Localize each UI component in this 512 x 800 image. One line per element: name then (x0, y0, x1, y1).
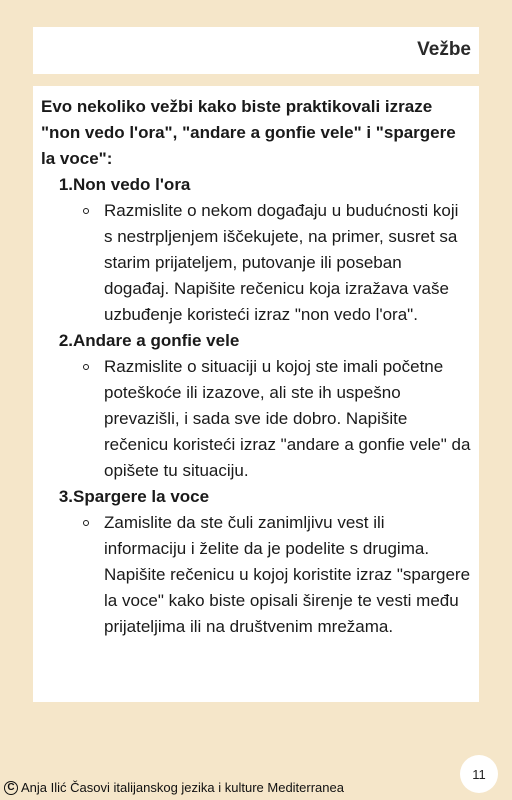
exercise-description (41, 354, 471, 484)
hollow-bullet-icon (83, 208, 89, 214)
exercise-text: Razmislite o situaciji u kojoj ste imali početne poteškoće ili izazove, ali ste ih uspešno prevazišli, i sada sve ide dobro. Napišite rečenicu koristeći izraz "andare a gonfie vele" da opišete tu situaciju. (104, 357, 471, 480)
exercise-number: 3. (58, 487, 73, 506)
hollow-bullet-icon (83, 520, 89, 526)
exercise-text: Zamislite da ste čuli zanimljivu vest ili informaciju i želite da je podelite s drugima. Napišite rečenicu u kojoj koristite izraz "spargere la voce" kako biste opisali širenje te vesti među prijateljima ili na društvenim mrežama. (104, 513, 471, 636)
exercise-text: Razmislite o nekom događaju u budućnosti koji s nestrpljenjem iščekujete, na primer, susret sa starim prijateljem, putovanje ili poseban događaj. Napišite rečenicu koja izražava vaše uzbuđenje koristeći izraz "non vedo l'ora". (104, 201, 459, 324)
exercise-item (41, 328, 471, 484)
content-panel (33, 86, 479, 702)
page-title: Vežbe (417, 39, 471, 60)
exercise-item (41, 484, 471, 640)
exercise-title: Non vedo l'ora (73, 175, 191, 194)
hollow-bullet-icon (83, 364, 89, 370)
intro-text: Evo nekoliko vežbi kako biste praktikovali izraze "non vedo l'ora", "andare a gonfie vele" i "spargere la voce": (41, 97, 456, 168)
exercise-description (41, 198, 471, 328)
page-number-badge: 11 (460, 755, 498, 793)
exercise-number: 1. (58, 175, 73, 194)
footer (4, 780, 344, 795)
exercise-description (41, 510, 471, 640)
exercise-list (41, 172, 471, 640)
exercise-number: 2. (58, 331, 73, 350)
footer-text: Anja Ilić Časovi italijanskog jezika i kulture Mediterranea (21, 780, 344, 795)
copyright-icon: C (4, 781, 18, 795)
exercise-title: Spargere la voce (73, 487, 210, 506)
header-bar (33, 27, 479, 74)
exercise-title: Andare a gonfie vele (73, 331, 240, 350)
exercise-item (41, 172, 471, 328)
